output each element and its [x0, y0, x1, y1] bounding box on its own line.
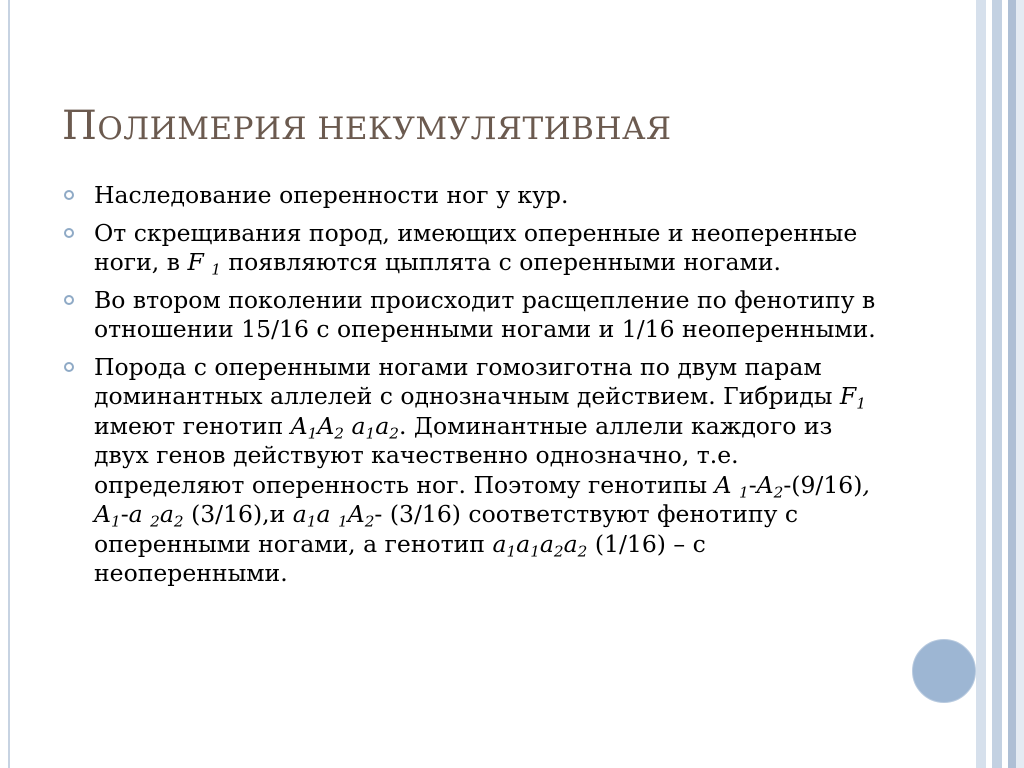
band-stripe	[992, 0, 1002, 768]
subscript-index: 2	[334, 424, 345, 443]
band-stripe	[976, 0, 986, 768]
bullet-text	[94, 286, 876, 344]
subscript-index: 1	[506, 542, 517, 561]
bullet-text	[94, 181, 568, 209]
text-run: появляются цыплята с оперенными ногами.	[220, 248, 781, 276]
bullet-text	[94, 219, 857, 277]
italic-symbol: A	[714, 470, 739, 499]
title-initial: П	[62, 103, 98, 149]
subscript-index: 2	[553, 542, 564, 561]
text-run: От скрещивания пород, имеющих оперенные и неоперенные ноги, в	[94, 218, 858, 276]
italic-symbol: a	[563, 529, 578, 558]
italic-symbol: a	[492, 529, 507, 558]
italic-symbol: A	[290, 411, 308, 440]
subscript-index: 1	[530, 542, 540, 561]
subscript-index: 1	[338, 512, 348, 531]
text-run: -	[748, 470, 757, 499]
subscript-index: 2	[773, 483, 784, 502]
band-stripe	[1016, 0, 1024, 768]
text-run: (1/16) – с неоперенными.	[94, 529, 706, 587]
italic-symbol: a	[375, 411, 390, 440]
italic-symbol: F	[187, 248, 212, 276]
subscript-index: 1	[856, 394, 866, 413]
text-run	[344, 412, 351, 440]
text-run: -	[120, 500, 129, 528]
decorative-circle	[912, 639, 976, 703]
text-run: . Доминантные аллели каждого из двух генов действуют качественно однозначно, т.е. определяют оперенность ног. Поэтому генотипы	[94, 411, 833, 499]
italic-symbol: A	[756, 470, 774, 499]
bullet-item	[64, 353, 894, 589]
text-run: (3/16),и	[183, 500, 293, 528]
text-run: - (3/16) соответствуют фенотипу с оперенными ногами, а генотип	[94, 500, 799, 558]
bullet-circle-icon	[64, 228, 74, 238]
left-border-line	[8, 0, 10, 768]
italic-symbol: a	[128, 500, 151, 528]
italic-symbol: A	[347, 500, 365, 528]
subscript-index: 2	[150, 512, 160, 531]
subscript-index: 1	[365, 424, 376, 443]
subscript-index: 2	[577, 542, 588, 561]
italic-symbol: a	[516, 529, 531, 558]
subscript-index: 1	[211, 260, 221, 279]
subscript-index: 2	[173, 512, 184, 531]
bullet-circle-icon	[64, 362, 74, 372]
slide-title	[62, 103, 672, 149]
italic-symbol: ,	[862, 470, 870, 499]
bullet-item	[64, 181, 894, 211]
band-stripe	[1008, 0, 1016, 768]
bullet-text	[94, 353, 870, 588]
subscript-index: 2	[364, 512, 375, 531]
bullet-list	[64, 181, 894, 597]
italic-symbol: a	[351, 411, 366, 440]
text-run: Порода с оперенными ногами гомозиготна по двум парам доминантных аллелей с однозначным действием. Гибриды	[94, 352, 840, 410]
title-rest: ОЛИМЕРИЯ НЕКУМУЛЯТИВНАЯ	[97, 111, 672, 147]
italic-symbol: a	[539, 529, 554, 558]
subscript-index: 1	[110, 512, 121, 531]
text-run: Наследование оперенности ног у кур.	[94, 181, 569, 209]
bullet-item	[64, 219, 894, 278]
subscript-index: 1	[307, 424, 318, 443]
italic-symbol: F	[839, 382, 857, 410]
italic-symbol: a	[316, 500, 338, 528]
italic-symbol: A	[94, 500, 111, 528]
subscript-index: 1	[306, 512, 317, 531]
text-run: -(9/16)	[783, 470, 863, 499]
bullet-item	[64, 286, 894, 345]
bullet-circle-icon	[64, 295, 74, 305]
italic-symbol: A	[317, 411, 335, 440]
subscript-index: 2	[389, 424, 399, 443]
right-decorative-band	[976, 0, 1024, 768]
text-run: имеют генотип	[94, 411, 291, 440]
italic-symbol: a	[292, 500, 307, 528]
italic-symbol: a	[159, 500, 174, 528]
subscript-index: 1	[738, 483, 749, 502]
bullet-circle-icon	[64, 190, 74, 200]
text-run: Во втором поколении происходит расщепление по фенотипу в отношении 15/16 с оперенными ногами и 1/16 неоперенными.	[94, 285, 876, 343]
